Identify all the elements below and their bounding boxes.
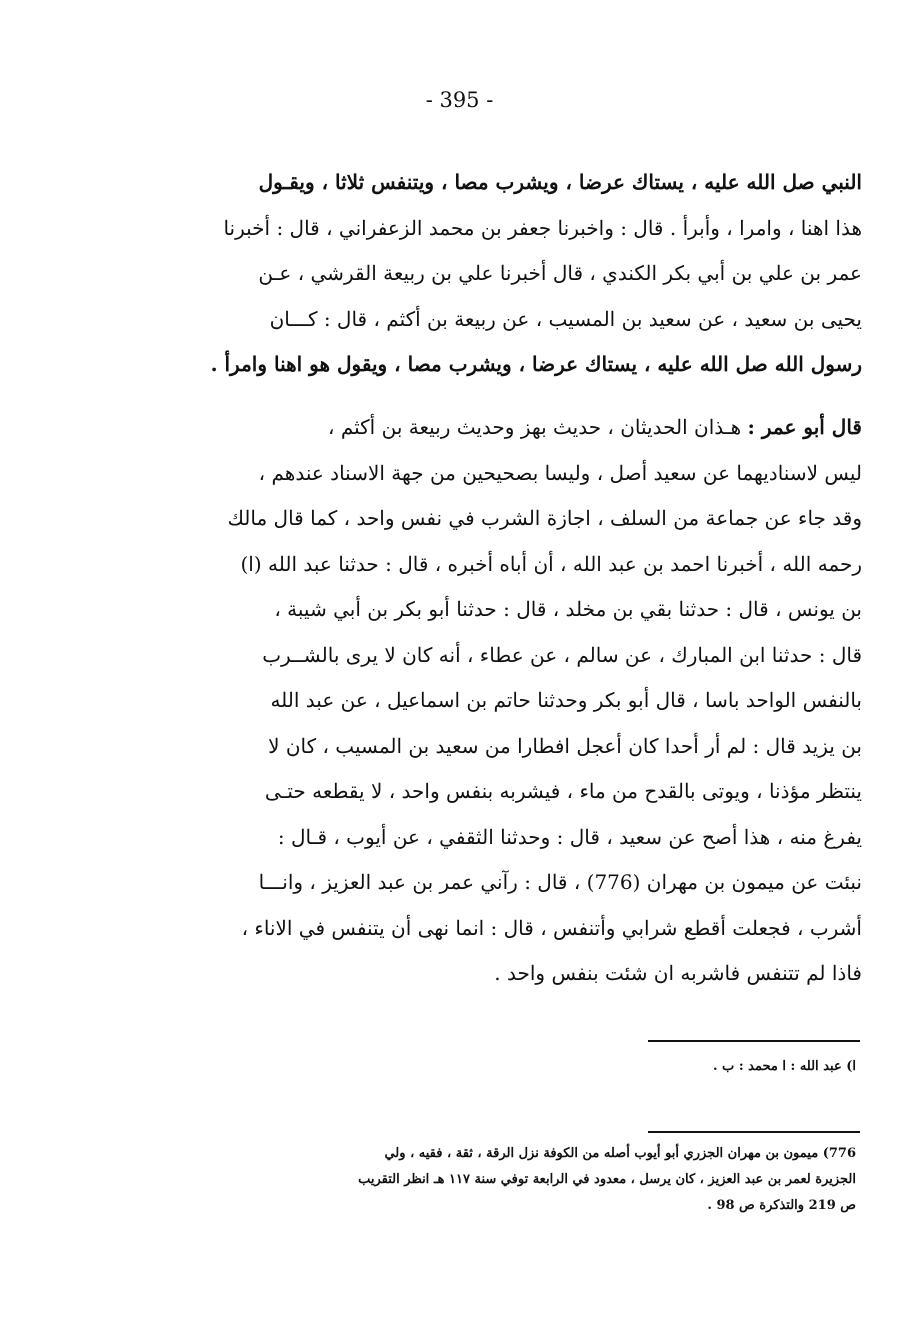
page-number: - 395 - (425, 88, 494, 112)
paragraph-2-line: وقد جاء عن جماعة من السلف ، اجازة الشرب في نفس واحد ، كما قال مالك (227, 506, 862, 530)
paragraph-2-line: أشرب ، فجعلت أقطع شرابي وأتنفس ، قال : انما نهى أن يتنفس في الاناء ، (241, 915, 862, 940)
paragraph-1-line: رسول الله صل الله عليه ، يستاك عرضا ، ويشرب مصا ، ويقول هو اهنا وامرأ . (210, 352, 862, 376)
paragraph-2-line: فاذا لم تتنفس فاشربه ان شئت بنفس واحد . (494, 961, 862, 985)
paragraph-2-line: يفرغ منه ، هذا أصح عن سعيد ، قال : وحدثنا الثقفي ، عن أيوب ، قـال : (277, 824, 862, 849)
paragraph-2-line: رحمه الله ، أخبرنا احمد بن عبد الله ، أن أباه أخبره ، قال : حدثنا عبد الله (ا) (240, 551, 862, 576)
paragraph-1-line: عمر بن علي بن أبي بكر الكندي ، قال أخبرنا علي بن ربيعة القرشي ، عـن (258, 261, 862, 285)
footnote-2 (190, 1141, 856, 1219)
paragraph-1-line: النبي صل الله عليه ، يستاك عرضا ، ويشرب مصا ، ويتنفس ثلاثا ، ويقـول (258, 170, 862, 194)
paragraph-1 (190, 160, 862, 388)
paragraph-2-line: بالنفس الواحد باسا ، قال أبو بكر وحدثنا حاتم بن اسماعيل ، عن عبد الله (270, 688, 862, 712)
footnote-1: ا) عبد الله : ا محمد : ب . (713, 1059, 856, 1074)
paragraph-2-lead-rest: هـذان الحديثان ، حديث بهز وحديث ربيعة بن أكثم ، (328, 415, 742, 439)
footnote-2-line: 776) ميمون بن مهران الجزري أبو أيوب أصله من الكوفة نزل الرقة ، ثقة ، فقيه ، ولي (384, 1146, 856, 1161)
paragraph-1-line: هذا اهنا ، وامرا ، وأبرأ . قال : واخبرنا جعفر بن محمد الزعفراني ، قال : أخبرنا (223, 215, 862, 240)
paragraph-2 (190, 405, 862, 997)
paragraph-2-line: بن يزيد قال : لم أر أحدا كان أعجل افطارا من سعيد بن المسيب ، كان لا (268, 733, 862, 758)
paragraph-1-line: يحيى بن سعيد ، عن سعيد بن المسيب ، عن ربيعة بن أكثم ، قال : كـــان (269, 306, 862, 331)
footnote-2-line: ص 219 والتذكرة ص 98 . (707, 1198, 856, 1213)
footnote-divider (648, 1040, 860, 1042)
footnote-divider (648, 1131, 860, 1133)
paragraph-2-line: نبئت عن ميمون بن مهران (776) ، قال : رآني عمر بن عبد العزيز ، وانـــا (258, 870, 862, 894)
paragraph-2-lead: قال أبو عمر : (747, 415, 862, 439)
paragraph-2-first-line (190, 405, 862, 451)
paragraph-2-line: بن يونس ، قال : حدثنا بقي بن مخلد ، قال : حدثنا أبو بكر بن أبي شيبة ، (274, 597, 862, 621)
paragraph-2-line: ليس لاسناديهما عن سعيد أصل ، وليسا بصحيحين من جهة الاسناد عندهم ، (258, 460, 862, 485)
paragraph-2-line: قال : حدثنا ابن المبارك ، عن سالم ، عن عطاء ، أنه كان لا يرى بالشــرب (262, 642, 862, 667)
paragraph-2-line: ينتظر مؤذنا ، ويوتى بالقدح من ماء ، فيشربه بنفس واحد ، لا يقطعه حتـى (264, 779, 862, 803)
footnote-2-line: الجزيرة لعمر بن عبد العزيز ، كان يرسل ، معدود في الرابعة توفي سنة ١١٧ هـ انظر التقريب (358, 1172, 856, 1187)
